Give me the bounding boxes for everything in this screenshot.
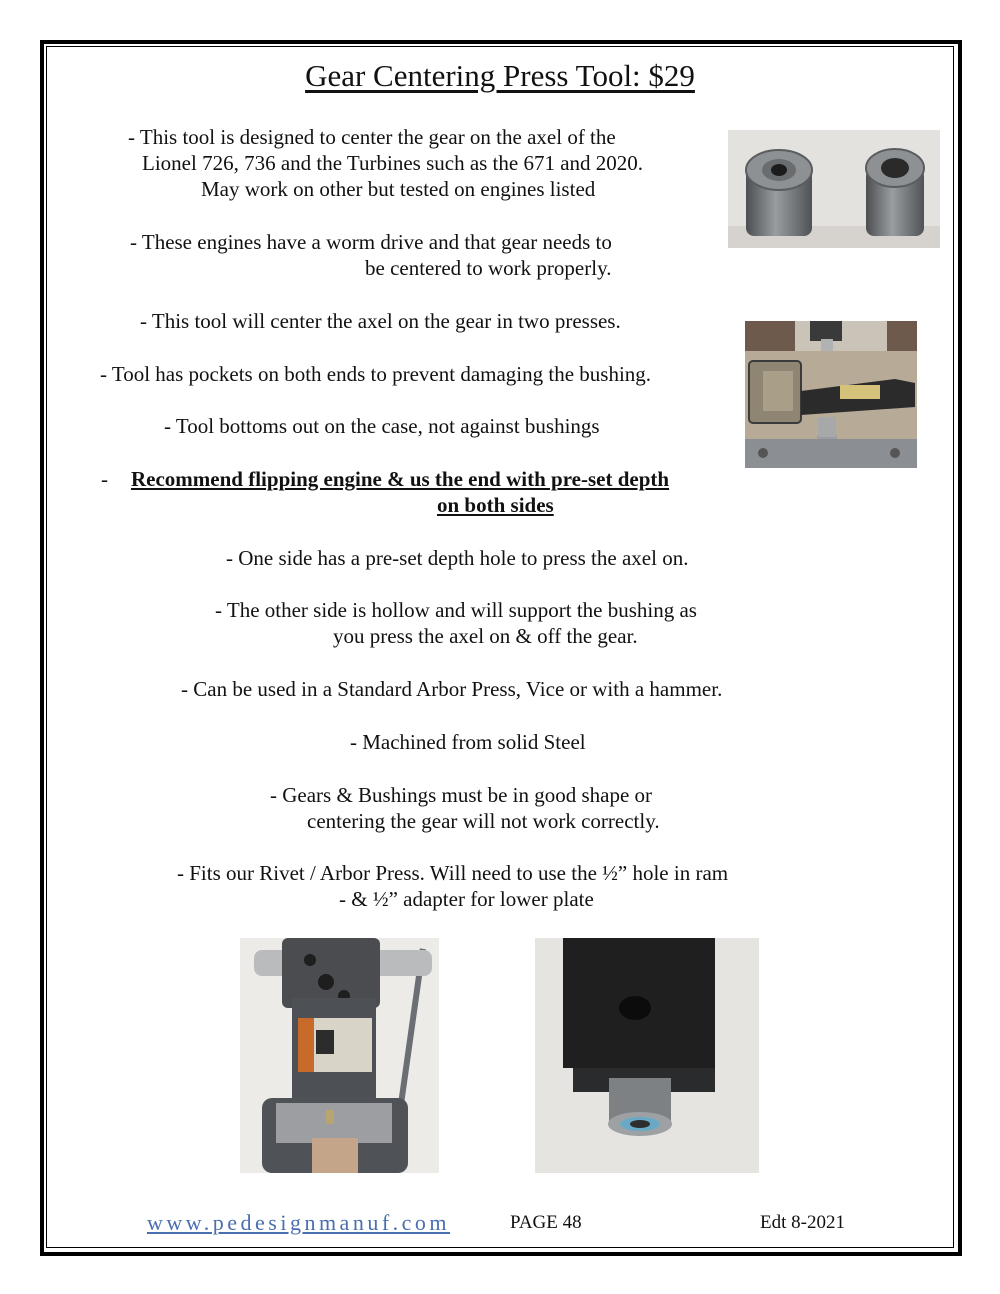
bullet-2-line-1: - These engines have a worm drive and that gear needs to [130, 230, 612, 254]
bullet-7-line-1: - One side has a pre-set depth hole to press the axel on. [226, 546, 689, 570]
bullet-12-line-2: - & ½” adapter for lower plate [339, 887, 594, 911]
page-title: Gear Centering Press Tool: $29 [305, 58, 695, 93]
bullet-12-line-1: - Fits our Rivet / Arbor Press. Will need to use the ½” hole in ram [177, 861, 729, 885]
bullet-6-line-1: Recommend flipping engine & us the end with pre-set depth [131, 467, 670, 491]
bullet-10-line-1: - Machined from solid Steel [350, 730, 586, 754]
bullet-1-line-1: - This tool is designed to center the gear on the axel of the [128, 125, 616, 149]
bullet-3-line-1: - This tool will center the axel on the gear in two presses. [140, 309, 621, 333]
bullet-8-line-2: you press the axel on & off the gear. [333, 624, 638, 648]
bullet-8-line-1: - The other side is hollow and will support the bushing as [215, 598, 697, 622]
page-number: PAGE 48 [510, 1212, 582, 1233]
photo-engine-in-press [745, 321, 917, 468]
website-link[interactable]: www.pedesignmanuf.com [147, 1210, 451, 1235]
photo-tool-closeup [535, 938, 759, 1173]
edition-label: Edt 8-2021 [760, 1212, 845, 1233]
bullet-11-line-2: centering the gear will not work correctly. [307, 809, 660, 833]
bullet-1-line-2: Lionel 726, 736 and the Turbines such as the 671 and 2020. [142, 151, 644, 175]
bullet-6-dash: - [101, 467, 108, 491]
bullet-2-line-2: be centered to work properly. [365, 256, 612, 280]
photo-tool-cylinders [728, 130, 940, 248]
bullet-1-line-3: May work on other but tested on engines listed [201, 177, 596, 201]
bullet-11-line-1: - Gears & Bushings must be in good shape or [270, 783, 653, 807]
photo-arbor-press [240, 938, 439, 1173]
bullet-6-line-2: on both sides [437, 493, 554, 517]
bullet-5-line-1: - Tool bottoms out on the case, not against bushings [164, 414, 600, 438]
bullet-9-line-1: - Can be used in a Standard Arbor Press, Vice or with a hammer. [181, 677, 723, 701]
bullet-4-line-1: - Tool has pockets on both ends to prevent damaging the bushing. [100, 362, 652, 386]
